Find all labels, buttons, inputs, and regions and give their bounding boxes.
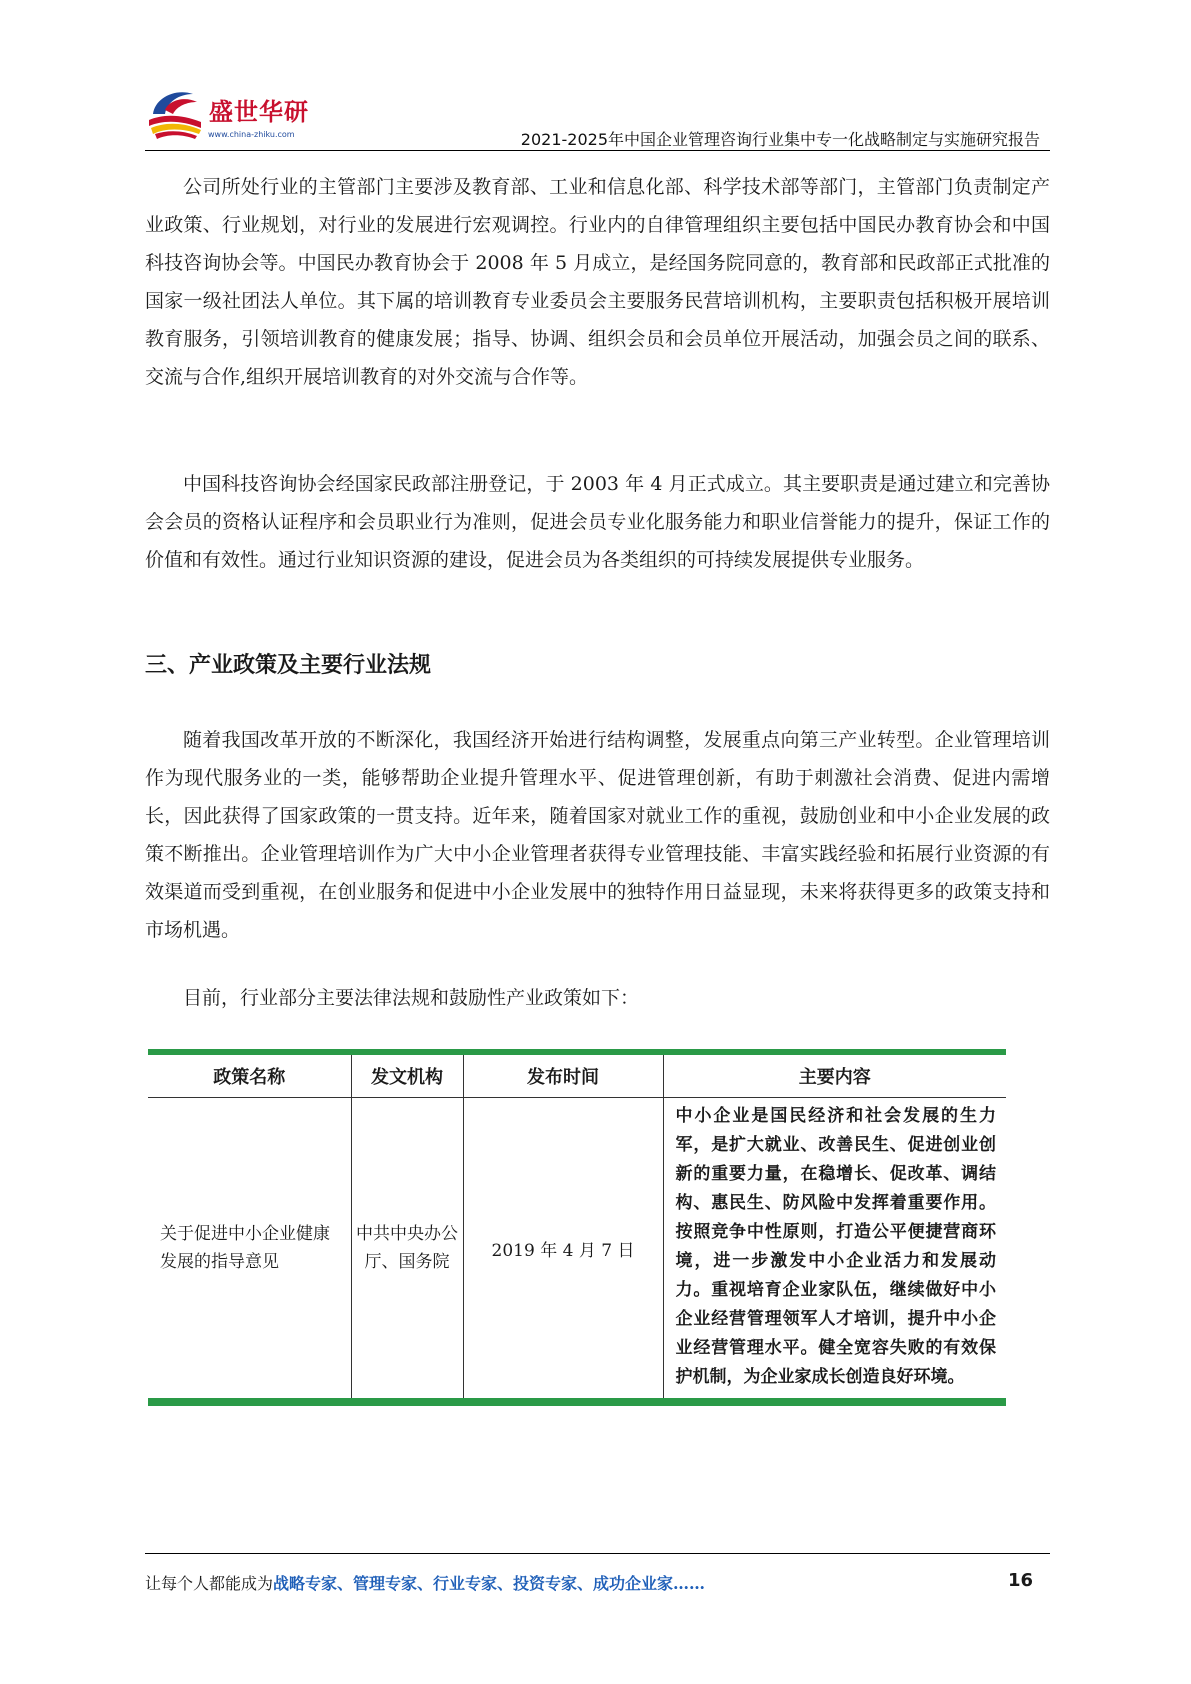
page-header xyxy=(145,80,1050,152)
logo-emblem-icon xyxy=(145,84,207,142)
header-divider xyxy=(145,150,1050,151)
paragraph-consulting-association: 中国科技咨询协会经国家民政部注册登记，于 2003 年 4 月正式成立。其主要职责是通过建立和完善协会会员的资格认证程序和会员职业行为准则，促进会员专业化服务能力和职业信誉能力的提升，保证工作的价值和有效性。通过行业知识资源的建设，促进会员为各类组织的可持续发展提供专业服务。 xyxy=(145,473,1050,571)
table-row xyxy=(148,1098,1006,1399)
table-bottom-bar xyxy=(148,1398,1006,1406)
table-header-row xyxy=(148,1055,1006,1098)
paragraph-policy-background: 随着我国改革开放的不断深化，我国经济开始进行结构调整，发展重点向第三产业转型。企业管理培训作为现代服务业的一类，能够帮助企业提升管理水平、促进管理创新，有助于刺激社会消费、促进内需增长，因此获得了国家政策的一贯支持。近年来，随着国家对就业工作的重视，鼓励创业和中小企业发展的政策不断推出。企业管理培训作为广大中小企业管理者获得专业管理技能、丰富实践经验和拓展行业资源的有效渠道而受到重视，在创业服务和促进中小企业发展中的独特作用日益显现，未来将获得更多的政策支持和市场机遇。 xyxy=(145,729,1050,941)
slogan-highlight: 战略专家、管理专家、行业专家、投资专家、成功企业家…… xyxy=(273,1574,706,1593)
footer-divider xyxy=(145,1553,1050,1554)
policy-table xyxy=(148,1049,1006,1406)
section-title: 三、产业政策及主要行业法规 xyxy=(145,653,432,678)
header-main-content: 主要内容 xyxy=(663,1055,1006,1098)
header-policy-name: 政策名称 xyxy=(148,1055,351,1098)
footer-slogan xyxy=(145,1571,705,1594)
header-release-date: 发布时间 xyxy=(463,1055,663,1098)
report-title: 2021-2025年中国企业管理咨询行业集中专一化战略制定与实施研究报告 xyxy=(520,130,1040,149)
company-logo xyxy=(145,80,315,152)
cell-issuing-agency: 中共中央办公厅、国务院 xyxy=(351,1098,463,1399)
cell-release-date: 2019 年 4 月 7 日 xyxy=(463,1098,663,1399)
cell-policy-name: 关于促进中小企业健康发展的指导意见 xyxy=(148,1098,351,1399)
logo-url: www.china-zhiku.com xyxy=(208,130,295,139)
logo-name: 盛世华研 xyxy=(209,98,309,126)
slogan-prefix: 让每个人都能成为 xyxy=(145,1574,274,1593)
header-issuing-agency: 发文机构 xyxy=(351,1055,463,1098)
paragraph-table-intro: 目前，行业部分主要法律法规和鼓励性产业政策如下： xyxy=(183,987,640,1009)
page-number: 16 xyxy=(1007,1570,1033,1591)
cell-main-content: 中小企业是国民经济和社会发展的生力军，是扩大就业、改善民生、促进创业创新的重要力量，在稳增长、促改革、调结构、惠民生、防风险中发挥着重要作用。按照竞争中性原则，打造公平便捷营商环境，进一步激发中小企业活力和发展动力。重视培育企业家队伍，继续做好中小企业经营管理领军人才培训，提升中小企业经营管理水平。健全宽容失败的有效保护机制，为企业家成长创造良好环境。 xyxy=(663,1098,1006,1399)
paragraph-regulators: 公司所处行业的主管部门主要涉及教育部、工业和信息化部、科学技术部等部门，主管部门负责制定产业政策、行业规划，对行业的发展进行宏观调控。行业内的自律管理组织主要包括中国民办教育协会和中国科技咨询协会等。中国民办教育协会于 2008 年 5 月成立，是经国务院同意的，教育部和民政部正式批准的国家一级社团法人单位。其下属的培训教育专业委员会主要服务民营培训机构，主要职责包括积极开展培训教育服务，引领培训教育的健康发展；指导、协调、组织会员和会员单位开展活动，加强会员之间的联系、交流与合作,组织开展培训教育的对外交流与合作等。 xyxy=(145,176,1050,388)
